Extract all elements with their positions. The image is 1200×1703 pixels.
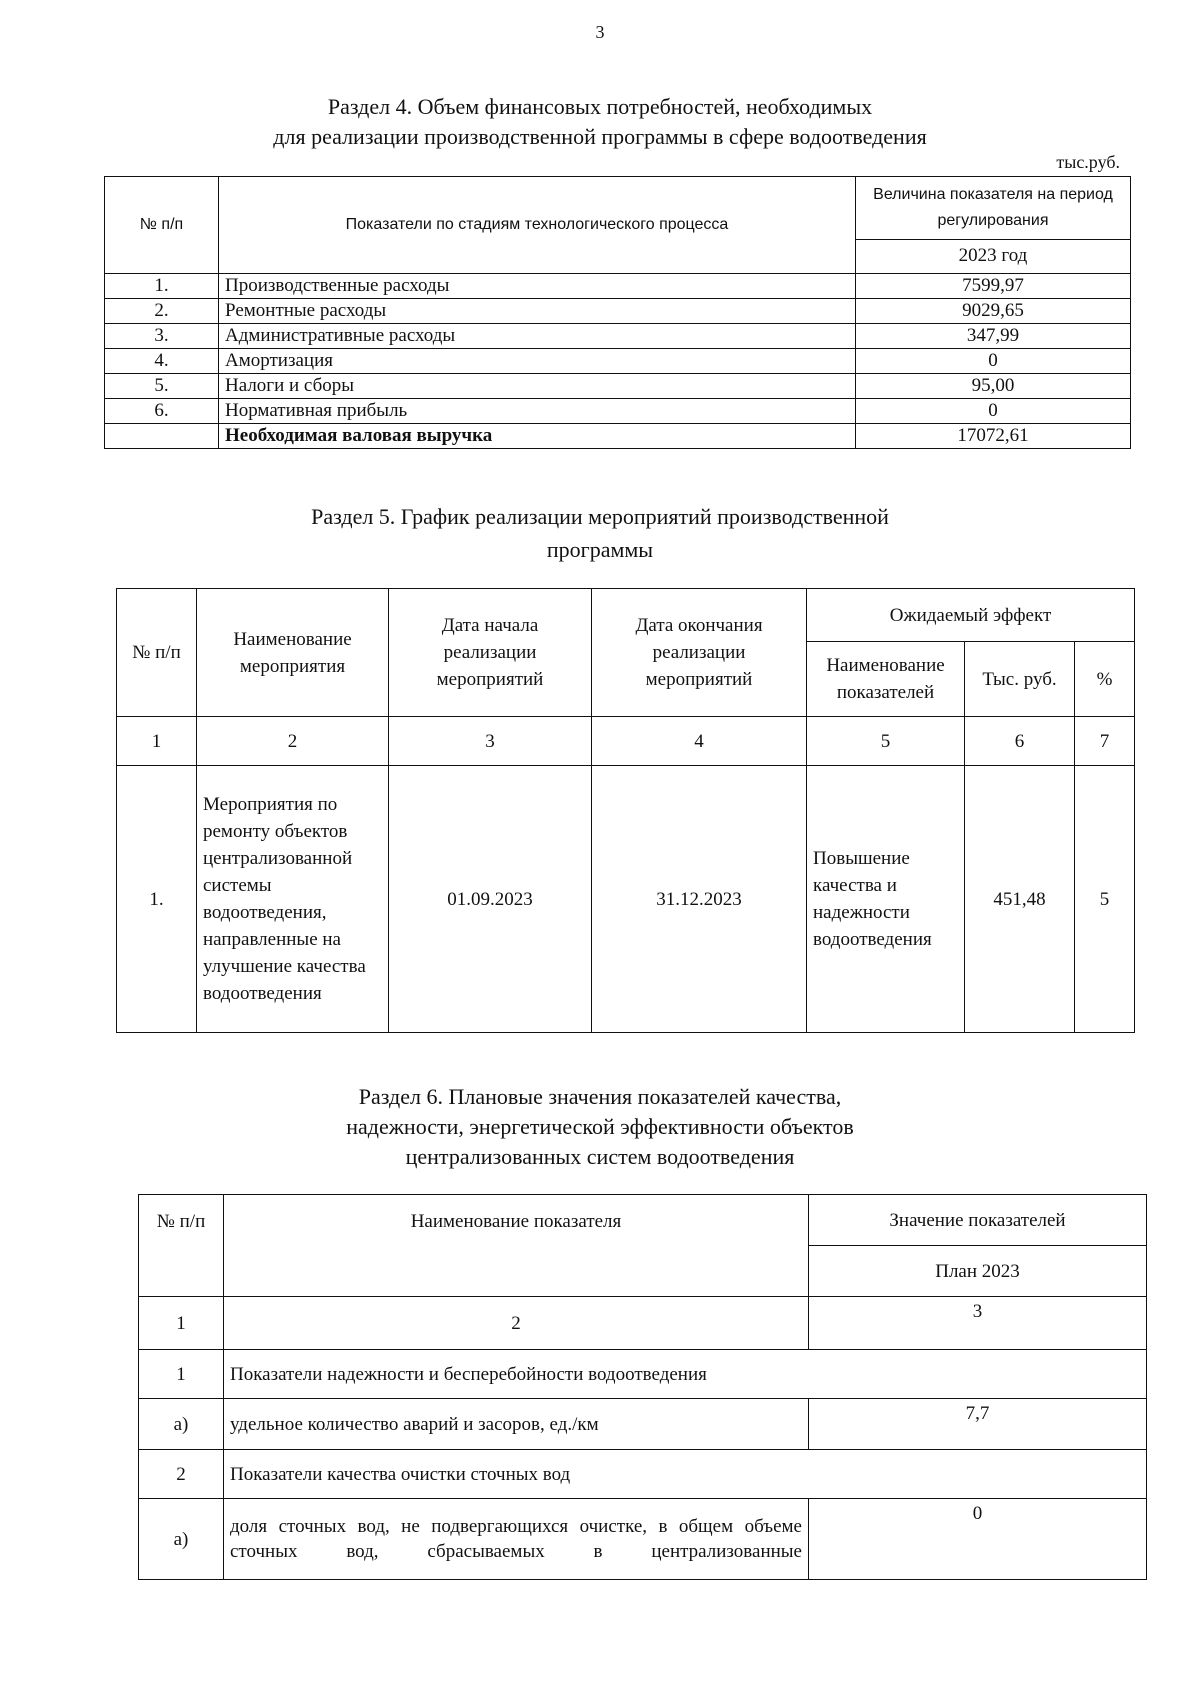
col-number: 3 [389,717,592,766]
row-end: 31.12.2023 [592,766,807,1033]
table-row [139,1499,1147,1580]
table-row [117,766,1135,1033]
col-number: 3 [809,1297,1147,1350]
row-num: 1. [117,766,197,1033]
header-rub: Тыс. руб. [965,642,1075,717]
header-plan: План 2023 [809,1246,1147,1297]
header-pct: % [1075,642,1135,717]
row-num: 1. [105,274,219,299]
header-indicator: Показатели по стадиям технологического процесса [219,177,856,274]
col-number: 6 [965,717,1075,766]
row-name: Налоги и сборы [219,374,856,399]
header-num: № п/п [139,1195,224,1297]
header-num: № п/п [117,589,197,717]
row-num: 6. [105,399,219,424]
group-num: 1 [139,1350,224,1399]
row-value: 0 [856,349,1131,374]
row-name: Амортизация [219,349,856,374]
row-name: удельное количество аварий и засоров, ед./км [224,1399,809,1450]
table-row [105,399,1131,424]
row-value: 7,7 [809,1399,1147,1450]
row-start: 01.09.2023 [389,766,592,1033]
col-number: 4 [592,717,807,766]
table-row [105,299,1131,324]
header-name: Наименование показателя [224,1195,809,1297]
table-row [105,274,1131,299]
header-name: Наименование мероприятия [197,589,389,717]
row-num: 3. [105,324,219,349]
col-number: 5 [807,717,965,766]
row-num: 5. [105,374,219,399]
section4-title-line1: Раздел 4. Объем финансовых потребностей, необходимых [327,94,873,119]
row-indicator: Повышение качества и надежности водоотведения [807,766,965,1033]
table-row [105,349,1131,374]
section6-title-line2: надежности, энергетической эффективности объектов [346,1114,854,1139]
row-pct: 5 [1075,766,1135,1033]
row-num: а) [139,1399,224,1450]
row-value: 0 [809,1499,1147,1580]
section5-title-line2: программы [546,537,654,562]
section6-table [138,1194,1147,1580]
header-start: Дата начала реализации мероприятий [389,589,592,717]
col-number: 2 [224,1297,809,1350]
row-num [105,424,219,449]
header-year: 2023 год [856,239,1131,273]
group-num: 2 [139,1450,224,1499]
col-number: 1 [117,717,197,766]
header-end: Дата окончания реализации мероприятий [592,589,807,717]
table-row [105,324,1131,349]
row-name: Нормативная прибыль [219,399,856,424]
row-rub: 451,48 [965,766,1075,1033]
section4-unit: тыс.руб. [1056,152,1120,172]
group-name: Показатели надежности и бесперебойности водоотведения [224,1350,1147,1399]
header-indicator: Наименование показателей [807,642,965,717]
row-num: 2. [105,299,219,324]
row-value: 7599,97 [856,274,1131,299]
group-name: Показатели качества очистки сточных вод [224,1450,1147,1499]
header-value: Значение показателей [809,1195,1147,1246]
col-number: 2 [197,717,389,766]
section4-title-line2: для реализации производственной программы в сфере водоотведения [273,124,927,149]
row-value: 9029,65 [856,299,1131,324]
row-name: Ремонтные расходы [219,299,856,324]
row-num: 4. [105,349,219,374]
table-row-group [139,1350,1147,1399]
row-name: Мероприятия по ремонту объектов централизованной системы водоотведения, направленные на улучшение качества водоотведения [197,766,389,1033]
table-row-group [139,1450,1147,1499]
row-value: 95,00 [856,374,1131,399]
row-name: Административные расходы [219,324,856,349]
section5-title-line1: Раздел 5. График реализации мероприятий производственной [311,504,889,529]
section6-title-line3: централизованных систем водоотведения [405,1144,795,1169]
row-value: 347,99 [856,324,1131,349]
row-name: доля сточных вод, не подвергающихся очистке, в общем объеме сточных вод, сбрасываемых в централизованные [224,1499,809,1580]
page-number: 3 [595,22,605,42]
header-effect: Ожидаемый эффект [807,589,1135,642]
col-number: 7 [1075,717,1135,766]
col-number: 1 [139,1297,224,1350]
table-row [105,374,1131,399]
section5-table [116,588,1135,1033]
row-value: 17072,61 [856,424,1131,449]
row-num: а) [139,1499,224,1580]
table-row [139,1399,1147,1450]
row-name: Необходимая валовая выручка [219,424,856,449]
table-row-total [105,424,1131,449]
section4-table [104,176,1131,449]
header-num: № п/п [105,177,219,274]
row-name: Производственные расходы [219,274,856,299]
row-value: 0 [856,399,1131,424]
section6-title-line1: Раздел 6. Плановые значения показателей качества, [358,1084,842,1109]
header-value: Величина показателя на период регулирования [856,177,1131,240]
